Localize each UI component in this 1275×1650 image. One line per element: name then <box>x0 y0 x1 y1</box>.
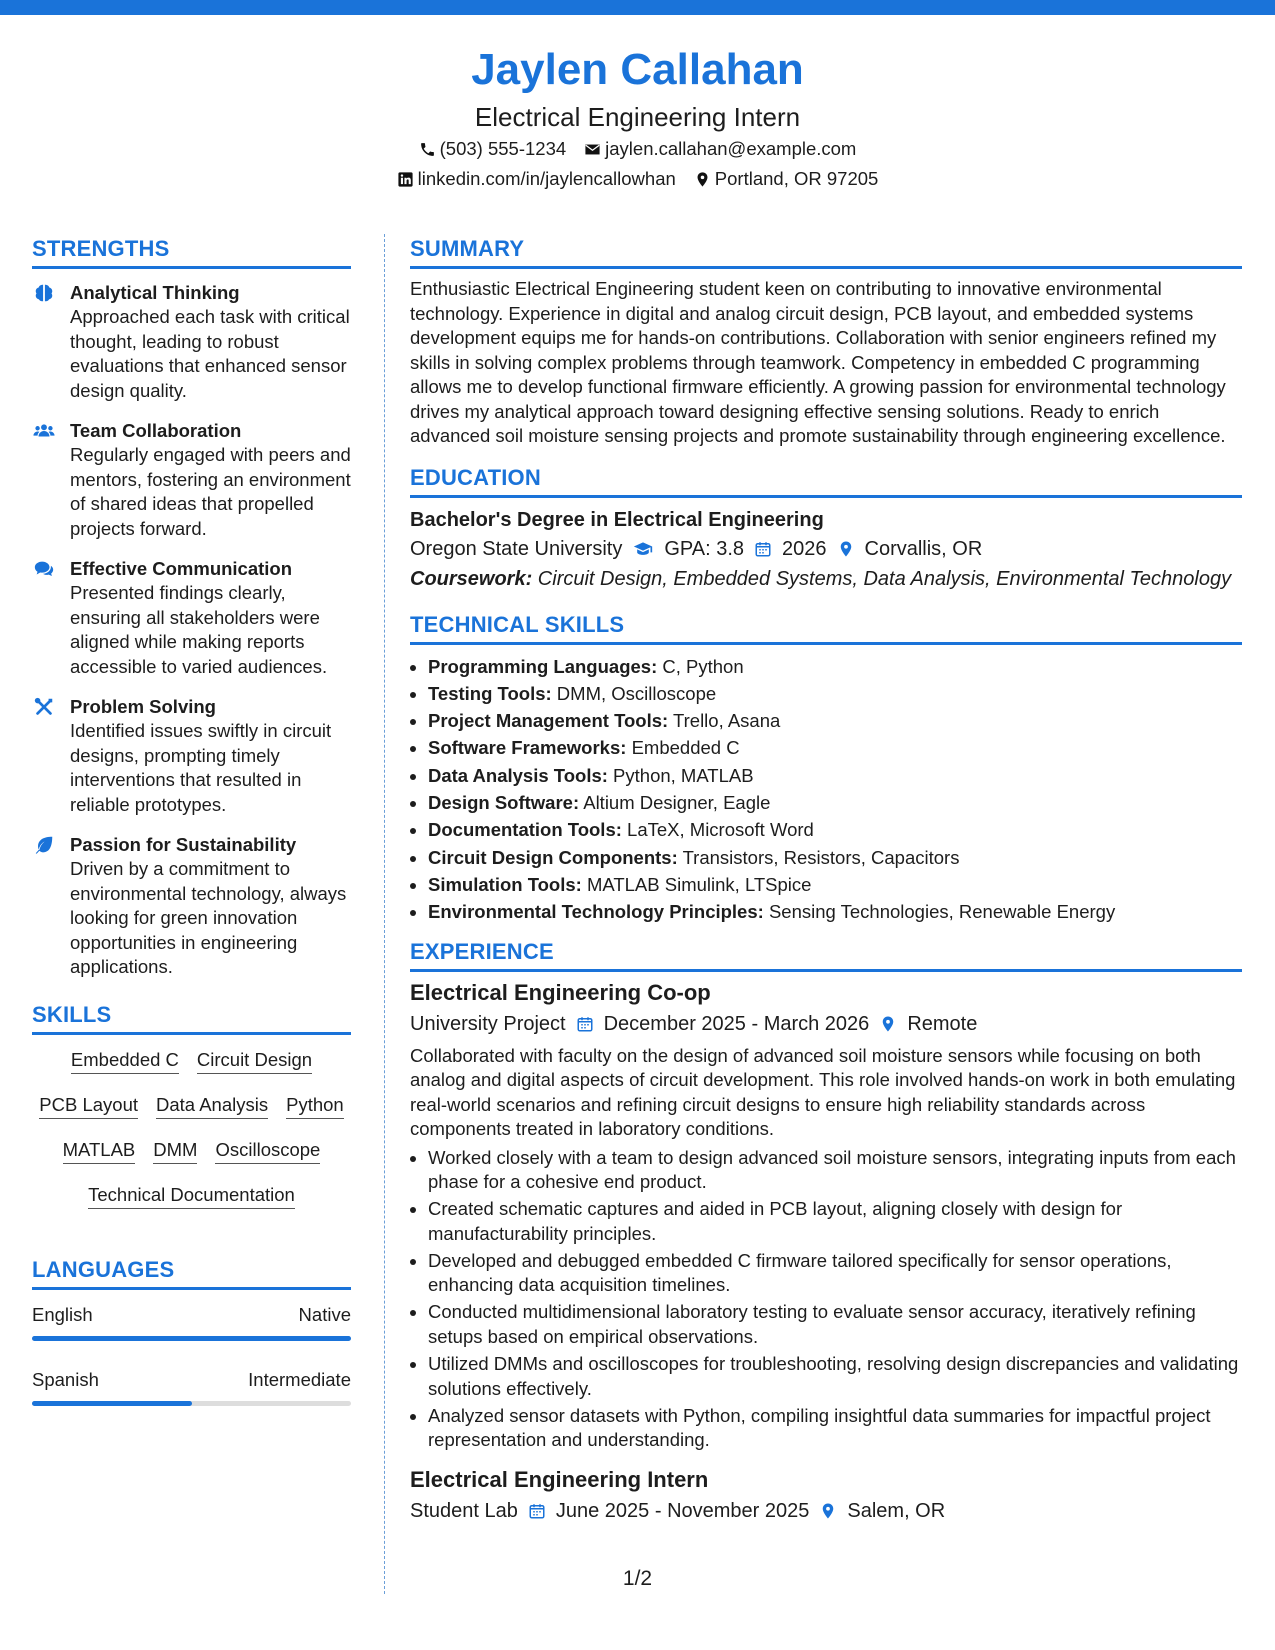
strength-desc: Approached each task with critical thought, leading to robust evaluations that enhanced sensor design quality. <box>70 306 350 401</box>
graduation-cap-icon <box>632 539 654 559</box>
left-column <box>32 236 351 1432</box>
map-pin-icon <box>879 1015 897 1033</box>
skill-label: Data Analysis Tools: <box>428 764 608 786</box>
contact-row-1 <box>0 134 1275 164</box>
calendar-icon <box>576 1015 594 1033</box>
email-contact[interactable] <box>584 134 856 164</box>
list-item: • Worked closely with a team to design advanced soil moisture sensors, integrating inputs from each phase for a cohesive end product. <box>428 1146 1242 1195</box>
skills-tags <box>32 1049 351 1209</box>
skill-tag: PCB Layout <box>39 1094 138 1119</box>
calendar-icon <box>754 540 772 558</box>
language-level: Native <box>298 1303 351 1325</box>
linkedin-text: linkedin.com/in/jaylencallowhan <box>417 168 676 189</box>
list-item <box>428 791 1242 816</box>
skill-label: Software Frameworks: <box>428 737 627 759</box>
skill-value: LaTeX, Microsoft Word <box>621 819 814 841</box>
job-org: Student Lab <box>410 1499 518 1522</box>
education-meta <box>410 534 1242 564</box>
skill-label: Programming Languages: <box>428 655 658 677</box>
comments-icon <box>32 558 56 580</box>
strength-desc: Regularly engaged with peers and mentors, fostering an environment of shared ideas that propelled projects forward. <box>70 444 351 539</box>
candidate-name: Jaylen Callahan <box>471 45 804 94</box>
strength-desc: Driven by a commitment to environmental technology, always looking for green innovation opportunities in engineering applications. <box>70 858 347 977</box>
strength-desc: Identified issues swiftly in circuit designs, prompting timely interventions that resulted in reliable prototypes. <box>70 720 332 815</box>
language-bar-fill <box>32 1401 192 1406</box>
technical-skills-heading: TECHNICAL SKILLS <box>410 612 1242 645</box>
skill-value: DMM, Oscilloscope <box>551 682 717 704</box>
list-item: • Created schematic captures and aided in PCB layout, aligning closely with design for manufacturability principles. <box>428 1197 1242 1246</box>
job-title: Electrical Engineering Co-op <box>410 979 711 1005</box>
job-entry <box>410 978 1242 1453</box>
job-bullets <box>410 1146 1242 1453</box>
list-item <box>428 846 1242 871</box>
language-name: English <box>32 1303 93 1325</box>
education-gpa: GPA: 3.8 <box>664 537 744 560</box>
job-location: Remote <box>907 1012 978 1035</box>
resume-header <box>0 40 1275 194</box>
coursework-label: Coursework: <box>410 567 533 590</box>
calendar-icon <box>528 1502 546 1520</box>
language-bar <box>32 1401 351 1406</box>
skill-value: Trello, Asana <box>668 710 781 732</box>
education-year: 2026 <box>782 537 827 560</box>
list-item <box>428 655 1242 680</box>
envelope-icon <box>584 141 601 158</box>
list-item <box>428 736 1242 761</box>
skill-tag: Technical Documentation <box>88 1184 295 1209</box>
skill-value: Transistors, Resistors, Capacitors <box>677 846 960 868</box>
summary-heading: SUMMARY <box>410 236 1242 269</box>
column-divider <box>384 234 385 1594</box>
strength-title: Passion for Sustainability <box>70 834 297 855</box>
skill-label: Documentation Tools: <box>428 819 622 841</box>
list-item <box>428 682 1242 707</box>
skill-value: Python, MATLAB <box>607 764 754 786</box>
skill-value: Altium Designer, Eagle <box>579 791 771 813</box>
education-degree: Bachelor's Degree in Electrical Engineering <box>410 508 824 531</box>
leaf-icon <box>32 834 56 856</box>
list-item <box>428 709 1242 734</box>
list-item: • Analyzed sensor datasets with Python, compiling insightful data summaries for impactful project representation and understanding. <box>428 1404 1242 1453</box>
list-item: • Utilized DMMs and oscilloscopes for troubleshooting, resolving design discrepancies and validating solutions effectively. <box>428 1352 1242 1401</box>
job-title: Electrical Engineering Intern <box>410 1466 709 1492</box>
strength-title: Effective Communication <box>70 558 293 579</box>
skill-label: Circuit Design Components: <box>428 846 678 868</box>
strength-title: Problem Solving <box>70 696 216 717</box>
map-pin-icon <box>694 171 711 188</box>
contact-row-2 <box>0 164 1275 194</box>
education-location: Corvallis, OR <box>864 537 983 560</box>
job-description: Collaborated with faculty on the design of advanced soil moisture sensors while focusing on both analog and digital aspects of circuit development. This role involved hands-on work in both emulating real-world scenarios and refining circuit designs to ensure high reliability standards across components treated in laboratory conditions. <box>410 1044 1236 1140</box>
list-item <box>428 764 1242 789</box>
skill-label: Project Management Tools: <box>428 710 669 732</box>
job-dates: December 2025 - March 2026 <box>603 1012 870 1035</box>
list-item: • Developed and debugged embedded C firmware tailored specifically for sensor operations, enhancing data acquisition timelines. <box>428 1249 1242 1298</box>
strength-title: Analytical Thinking <box>70 282 240 303</box>
linkedin-contact[interactable] <box>397 164 676 194</box>
job-meta <box>410 1008 1242 1040</box>
location-text: Portland, OR 97205 <box>714 168 879 189</box>
language-bar <box>32 1336 351 1341</box>
strength-title: Team Collaboration <box>70 420 242 441</box>
map-pin-icon <box>819 1502 837 1520</box>
skill-value: MATLAB Simulink, LTSpice <box>581 873 812 895</box>
brain-icon <box>32 282 56 304</box>
strength-item <box>32 281 351 403</box>
list-item <box>428 873 1242 898</box>
language-item <box>32 1367 351 1406</box>
linkedin-icon <box>397 171 414 188</box>
strength-item <box>32 833 351 980</box>
list-item <box>428 818 1242 843</box>
job-meta <box>410 1495 1242 1527</box>
strength-desc: Presented findings clearly, ensuring all stakeholders were aligned while making reports accessible to varied audiences. <box>70 582 328 677</box>
language-level: Intermediate <box>248 1368 351 1390</box>
location-contact <box>694 164 879 194</box>
skill-value: Sensing Technologies, Renewable Energy <box>763 901 1116 923</box>
skill-tag: Circuit Design <box>197 1049 312 1074</box>
skill-tag: Embedded C <box>71 1049 179 1074</box>
language-name: Spanish <box>32 1368 99 1390</box>
job-entry <box>410 1465 1242 1527</box>
users-icon <box>32 420 56 442</box>
top-accent-bar <box>0 0 1275 15</box>
phone-contact[interactable] <box>419 134 567 164</box>
skill-label: Design Software: <box>428 791 580 813</box>
education-heading: EDUCATION <box>410 465 1242 498</box>
skill-value: C, Python <box>657 655 744 677</box>
language-bar-fill <box>32 1336 351 1341</box>
email-text: jaylen.callahan@example.com <box>605 138 857 159</box>
list-item: • Conducted multidimensional laboratory testing to evaluate sensor accuracy, iteratively refining setups based on empirical observations. <box>428 1300 1242 1349</box>
languages-heading: LANGUAGES <box>32 1257 351 1290</box>
skill-tag: Data Analysis <box>156 1094 268 1119</box>
education-school: Oregon State University <box>410 537 623 560</box>
skill-tag: Oscilloscope <box>215 1139 320 1164</box>
skills-heading: SKILLS <box>32 1002 351 1035</box>
skill-label: Environmental Technology Principles: <box>428 901 764 923</box>
phone-icon <box>419 141 436 158</box>
summary-text: Enthusiastic Electrical Engineering student keen on contributing to innovative environmental technology. Experience in digital and analog circuit design, PCB layout, and embedded systems development equips me for hands-on contributions. Collaboration with senior engineers refined my skills in solving complex problems through teamwork. Competency in embedded C programming allows me to develop functional firmware efficiently. A growing passion for environmental technology drives my analytical approach toward designing effective sensing solutions. Ready to enrich advanced soil moisture sensing projects and promote sustainability through engineering excellence. <box>410 278 1226 446</box>
language-item <box>32 1302 351 1341</box>
technical-skills-list <box>410 655 1242 925</box>
tools-icon <box>32 696 56 718</box>
phone-text: (503) 555-1234 <box>439 138 567 159</box>
skill-label: Simulation Tools: <box>428 873 582 895</box>
experience-heading: EXPERIENCE <box>410 939 1242 972</box>
skill-tag: Python <box>286 1094 344 1119</box>
strengths-heading: STRENGTHS <box>32 236 351 269</box>
job-org: University Project <box>410 1012 566 1035</box>
right-column <box>410 236 1242 1531</box>
strength-item <box>32 695 351 817</box>
skill-tag: DMM <box>153 1139 197 1164</box>
page-number: 1/2 <box>622 1567 653 1590</box>
coursework-list: Circuit Design, Embedded Systems, Data Analysis, Environmental Technology <box>532 567 1232 590</box>
job-dates: June 2025 - November 2025 <box>555 1499 810 1522</box>
map-pin-icon <box>837 540 855 558</box>
list-item <box>428 900 1242 925</box>
skill-value: Embedded C <box>626 737 740 759</box>
candidate-title: Electrical Engineering Intern <box>474 102 801 132</box>
skill-label: Testing Tools: <box>428 682 552 704</box>
education-coursework <box>410 564 1242 594</box>
strength-item <box>32 419 351 541</box>
job-location: Salem, OR <box>847 1499 946 1522</box>
strength-item <box>32 557 351 679</box>
skill-tag: MATLAB <box>63 1139 136 1164</box>
